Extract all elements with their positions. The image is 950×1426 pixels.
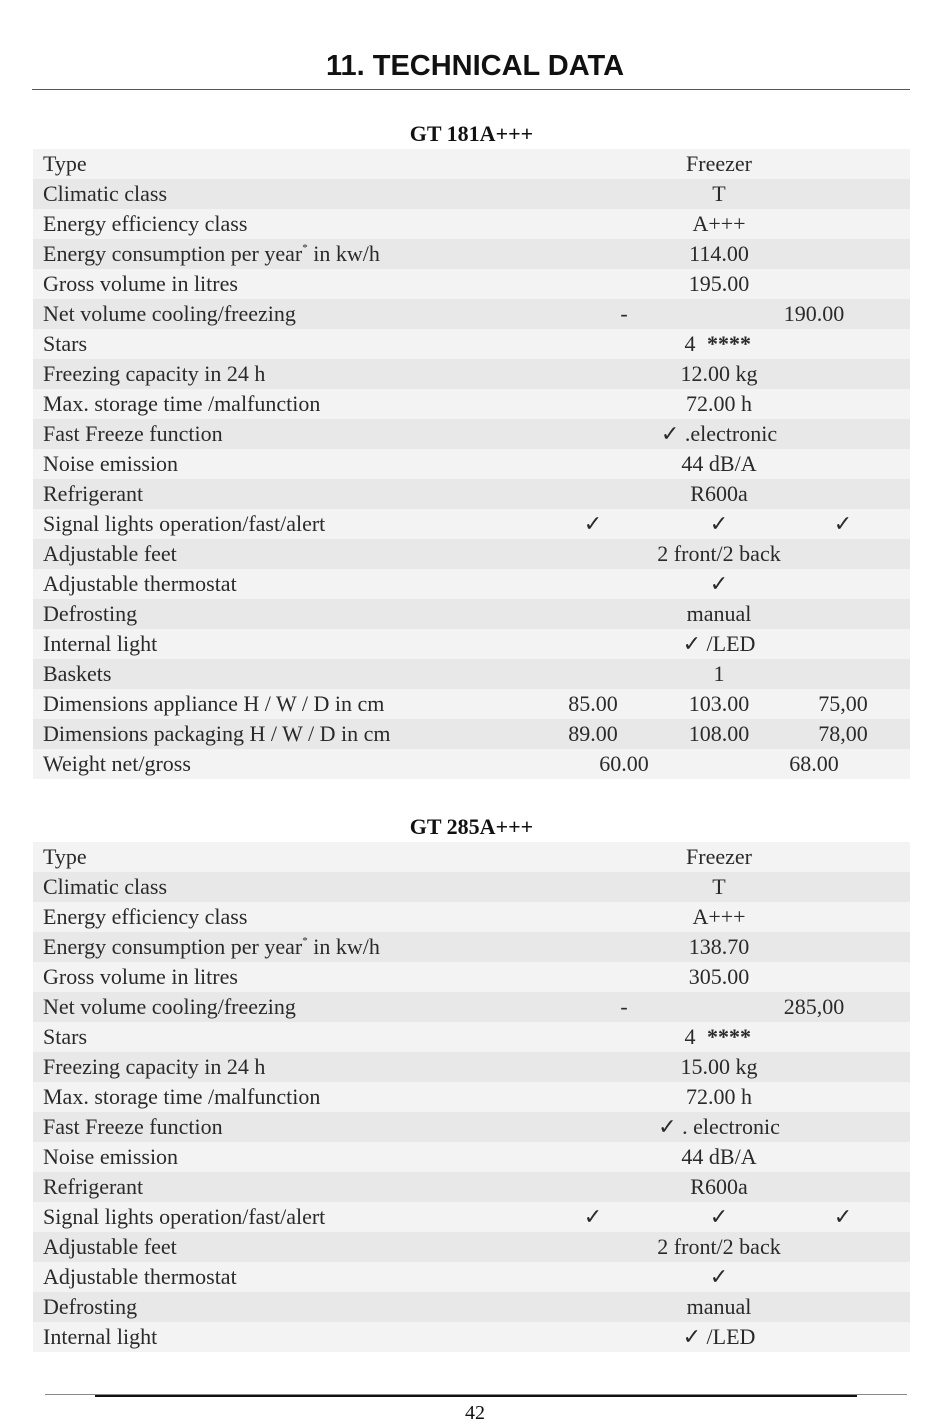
spec-value: 60.00: [599, 751, 649, 776]
table-row: [33, 1172, 910, 1202]
spec-value: -: [620, 994, 628, 1019]
spec-label: Type: [43, 151, 87, 176]
table-row: [33, 1292, 910, 1322]
spec-label: Baskets: [43, 661, 112, 686]
check-icon-cell: ✓: [833, 1204, 853, 1229]
spec-value: Freezer: [686, 151, 752, 176]
spec-label: Noise emission: [43, 1144, 179, 1169]
spec-label: Weight net/gross: [43, 751, 191, 776]
table-row: [33, 1262, 910, 1292]
table-row: [33, 872, 910, 902]
table-row: [33, 629, 910, 659]
spec-value: 72.00 h: [686, 1084, 752, 1109]
spec-value: 2 front/2 back: [657, 1234, 781, 1259]
model-title: GT 181A+++: [409, 121, 534, 146]
spec-label: Max. storage time /malfunction: [43, 391, 321, 416]
spec-value: 1: [713, 661, 725, 686]
spec-value: 15.00 kg: [680, 1054, 758, 1079]
spec-label: Max. storage time /malfunction: [43, 1084, 321, 1109]
spec-label: Stars: [43, 331, 87, 356]
table-row: [33, 689, 910, 719]
spec-value: -: [620, 301, 628, 326]
table-row: [33, 299, 910, 329]
spec-value: T: [712, 874, 726, 899]
table-row: [33, 902, 910, 932]
spec-label: Internal light: [43, 1324, 158, 1349]
spec-label: Refrigerant: [43, 481, 144, 506]
table-row: [33, 209, 910, 239]
spec-value: 285,00: [783, 994, 845, 1019]
spec-value: A+++: [692, 904, 746, 929]
spec-value: 75,00: [818, 691, 868, 716]
check-icon-cell: ✓: [709, 1204, 729, 1229]
spec-value: 2 front/2 back: [657, 541, 781, 566]
spec-label: Fast Freeze function: [43, 1114, 223, 1139]
spec-label: Stars: [43, 1024, 87, 1049]
spec-label: Internal light: [43, 631, 158, 656]
spec-label: Energy efficiency class: [43, 904, 248, 929]
spec-value: 44 dB/A: [681, 1144, 757, 1169]
spec-rows: [33, 842, 910, 1352]
table-row: [33, 962, 910, 992]
spec-value: 12.00 kg: [680, 361, 758, 386]
spec-label: Signal lights operation/fast/alert: [43, 1204, 326, 1229]
spec-label: Refrigerant: [43, 1174, 144, 1199]
table-row: [33, 539, 910, 569]
spec-value: manual: [686, 601, 752, 626]
table-row: [33, 239, 910, 269]
spec-value: ****: [707, 1024, 751, 1049]
spec-label: Energy consumption per year* in kw/h: [43, 241, 380, 266]
check-icon-cell: ✓: [583, 1204, 603, 1229]
spec-value: R600a: [690, 1174, 748, 1199]
spec-label: Freezing capacity in 24 h: [43, 361, 266, 386]
spec-value: R600a: [690, 481, 748, 506]
spec-label: Adjustable thermostat: [43, 1264, 237, 1289]
spec-value: 138.70: [688, 934, 750, 959]
spec-label: Climatic class: [43, 874, 168, 899]
table-row: [33, 719, 910, 749]
check-icon-cell: ✓ . electronic: [658, 1114, 780, 1139]
table-row: [33, 419, 910, 449]
spec-value: 305.00: [688, 964, 750, 989]
check-icon-cell: ✓ /LED: [682, 631, 756, 656]
table-row: [33, 1052, 910, 1082]
table-row: [33, 1022, 910, 1052]
spec-value: 190.00: [783, 301, 845, 326]
table-row: [33, 842, 910, 872]
spec-table-gt181: [33, 119, 910, 779]
spec-value: 195.00: [688, 271, 750, 296]
check-icon-cell: ✓: [709, 1264, 729, 1289]
table-row: [33, 932, 910, 962]
check-icon-cell: ✓ /LED: [682, 1324, 756, 1349]
table-row: [33, 1232, 910, 1262]
check-icon-cell: ✓: [583, 511, 603, 536]
spec-value: 108.00: [688, 721, 750, 746]
spec-label: Signal lights operation/fast/alert: [43, 511, 326, 536]
spec-label: Climatic class: [43, 181, 168, 206]
table-row: [33, 659, 910, 689]
spec-table-gt285: [33, 812, 910, 1352]
table-row: [33, 389, 910, 419]
table-row: [33, 329, 910, 359]
spec-value: manual: [686, 1294, 752, 1319]
spec-label: Gross volume in litres: [43, 271, 238, 296]
check-icon-cell: ✓: [709, 511, 729, 536]
model-title: GT 285A+++: [409, 814, 534, 839]
spec-value: 72.00 h: [686, 391, 752, 416]
table-row: [33, 359, 910, 389]
spec-value: A+++: [692, 211, 746, 236]
spec-label: Dimensions appliance H / W / D in cm: [43, 691, 385, 716]
spec-value: 89.00: [568, 721, 618, 746]
spec-rows: [33, 149, 910, 779]
table-row: [33, 1142, 910, 1172]
spec-label: Energy efficiency class: [43, 211, 248, 236]
spec-label: Adjustable feet: [43, 541, 177, 566]
check-icon-cell: ✓: [833, 511, 853, 536]
check-icon-cell: ✓: [709, 571, 729, 596]
spec-label: Dimensions packaging H / W / D in cm: [43, 721, 391, 746]
table-row: [33, 449, 910, 479]
spec-label: Adjustable feet: [43, 1234, 177, 1259]
spec-label: Fast Freeze function: [43, 421, 223, 446]
spec-label: Defrosting: [43, 1294, 138, 1319]
table-row: [33, 149, 910, 179]
spec-value: 114.00: [689, 241, 749, 266]
table-row: [33, 269, 910, 299]
table-row: [33, 599, 910, 629]
spec-label: Type: [43, 844, 87, 869]
spec-value: 4: [684, 1024, 696, 1049]
spec-value: 85.00: [568, 691, 618, 716]
spec-value: 44 dB/A: [681, 451, 757, 476]
table-row: [33, 1112, 910, 1142]
spec-label: Energy consumption per year* in kw/h: [43, 934, 380, 959]
table-row: [33, 179, 910, 209]
check-icon-cell: ✓ .electronic: [660, 421, 778, 446]
spec-value: 103.00: [688, 691, 750, 716]
spec-label: Defrosting: [43, 601, 138, 626]
spec-value: 4: [684, 331, 696, 356]
table-row: [33, 1202, 910, 1232]
spec-label: Freezing capacity in 24 h: [43, 1054, 266, 1079]
table-row: [33, 569, 910, 599]
spec-label: Net volume cooling/freezing: [43, 994, 296, 1019]
page-number: 42: [465, 1402, 485, 1424]
table-row: [33, 1082, 910, 1112]
footer-divider-bold: [95, 1395, 857, 1397]
spec-label: Gross volume in litres: [43, 964, 238, 989]
spec-label: Net volume cooling/freezing: [43, 301, 296, 326]
table-row: [33, 479, 910, 509]
table-row: [33, 992, 910, 1022]
table-row: [33, 1322, 910, 1352]
table-row: [33, 749, 910, 779]
title-divider: [32, 89, 910, 90]
spec-value: Freezer: [686, 844, 752, 869]
spec-value: 78,00: [818, 721, 868, 746]
spec-label: Noise emission: [43, 451, 179, 476]
spec-value: 68.00: [789, 751, 839, 776]
spec-label: Adjustable thermostat: [43, 571, 237, 596]
spec-value: ****: [707, 331, 751, 356]
spec-value: T: [712, 181, 726, 206]
page-title: 11. TECHNICAL DATA: [325, 50, 625, 82]
table-row: [33, 509, 910, 539]
